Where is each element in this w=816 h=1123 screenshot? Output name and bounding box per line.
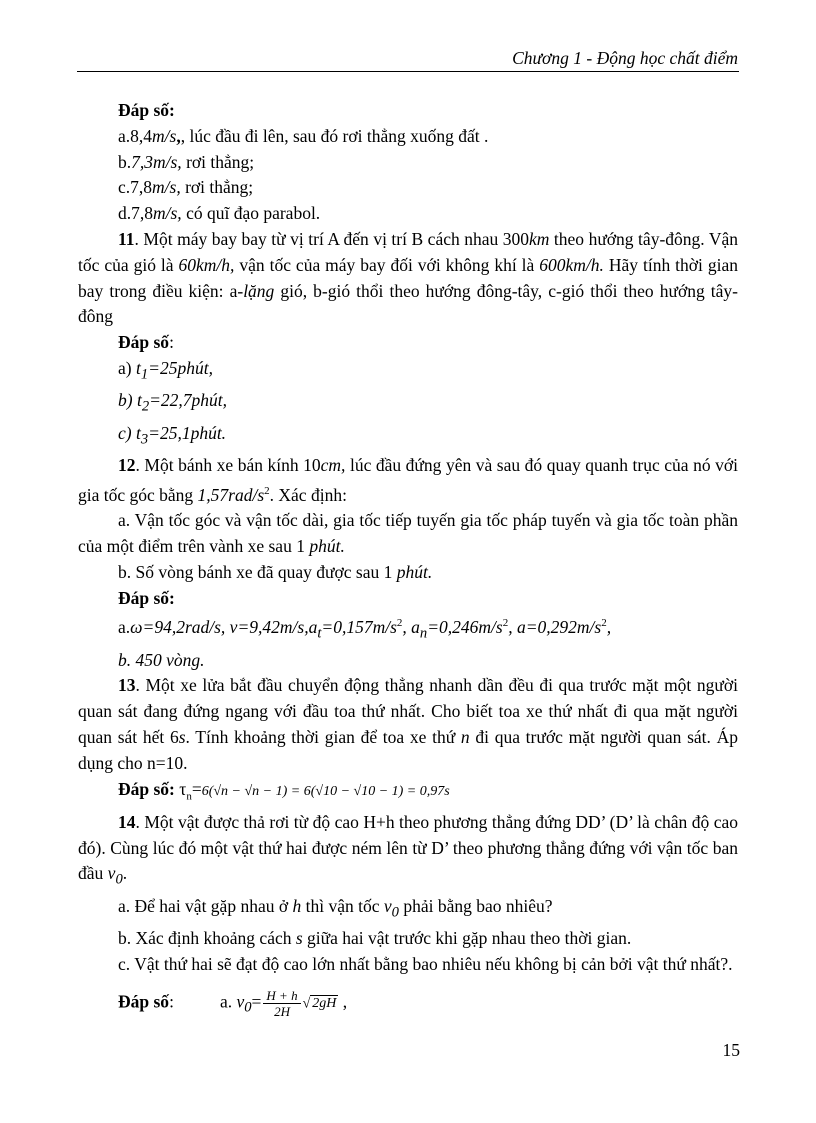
answer-13: Đáp số: $\tau_n=6(√n - √n - 1) = 6(√10 - √10 - 1) = 0,97s$ <box>118 778 450 803</box>
fraction: $\frac{H + h}{2H}$ <box>263 988 300 1019</box>
answer-10b: b.7,3m/s, rơi thẳng; <box>118 151 255 172</box>
answer-14: Đáp số: a. $v_0=$ $\frac{H + h}{2H}$ √ 2gH , <box>118 987 348 1019</box>
question-12b: b. Số vòng bánh xe đã quay được sau 1 phút. <box>118 561 433 582</box>
question-14a: a. Để hai vật gặp nhau ở h thì vận tốc $v_0$ phải bằng bao nhiêu? <box>118 895 553 921</box>
header-rule <box>77 71 739 72</box>
answer-12b: b. 450 vòng. <box>118 649 205 670</box>
problem-14: 14. Một vật được thả rơi từ độ cao H+h theo phương thẳng đứng DD’ (D’ là chân độ cao đó). Cùng lúc đó một vật thứ hai được ném lên từ D’ theo phương thẳng đứng với vận tốc ban đầu $v_0$. <box>78 811 738 888</box>
problem-13: 13. Một xe lửa bắt đầu chuyển động thẳng nhanh dần đều đi qua trước mặt một người quan sát đang đứng ngang với đầu toa thứ nhất. Cho biết toa xe thứ nhất đi qua mặt người quan sát hết 6s. Tính khoảng thời gian để toa xe thứ n đi qua trước mặt người quan sát. Áp dụng cho n=10. <box>78 675 738 773</box>
answer-11c: c) $t_3=25,1phút$. <box>118 422 227 448</box>
answer-11b: b) $t_2=22,7phút$, <box>118 390 228 415</box>
running-header: Chương 1 - Động học chất điểm <box>512 48 738 68</box>
answer-12a: a.ω=94,2rad/s, $v=9,42m/s,a_t=0,157m/s^2$, $a_n=0,246m/s^2$, $a=0,292m/s^2$, <box>118 617 612 642</box>
answer-heading-12: Đáp số: <box>118 587 175 608</box>
problem-11: 11. Một máy bay bay từ vị trí A đến vị trí B cách nhau 300km theo hướng tây-đông. Vận tốc của gió là 60km/h, vận tốc của máy bay đối với không khí là 600km/h. Hãy tính thời gian bay trong điều kiện: a-lặng gió, b-gió thổi theo hướng đông-tây, c-gió thổi theo hướng tây-đông <box>78 228 738 327</box>
question-14c: c. Vật thứ hai sẽ đạt độ cao lớn nhất bằng bao nhiêu nếu không bị cản bởi vật thứ nhất?. <box>118 953 733 974</box>
question-14b: b. Xác định khoảng cách s giữa hai vật trước khi gặp nhau theo thời gian. <box>118 928 632 949</box>
answer-10d: d.7,8m/s, có quĩ đạo parabol. <box>118 203 321 224</box>
answer-10c: c.7,8m/s, rơi thẳng; <box>118 177 254 198</box>
page-body <box>78 98 738 1021</box>
formula-13: 6(√n − √n − 1) = 6(√10 − √10 − 1) = 0,97s <box>201 783 450 799</box>
answer-10a: a.8,4m/s,, lúc đầu đi lên, sau đó rơi thẳng xuống đất . <box>118 125 489 146</box>
answer-heading: Đáp số: <box>118 100 175 120</box>
problem-12: 12. Một bánh xe bán kính 10cm, lúc đầu đứng yên và sau đó quay quanh trục của nó với gia tốc góc bằng $1,57rad/s^2$. Xác định: <box>78 454 738 505</box>
answer-heading-11: Đáp số: <box>118 332 174 353</box>
answer-11a: a) $t_1=25phút$, <box>118 357 213 383</box>
page-number: 15 <box>722 1040 740 1060</box>
question-12a: a. Vận tốc góc và vận tốc dài, gia tốc tiếp tuyến gia tốc pháp tuyến và gia tốc toàn phần của một điểm trên vành xe sau 1 phút. <box>78 510 738 557</box>
